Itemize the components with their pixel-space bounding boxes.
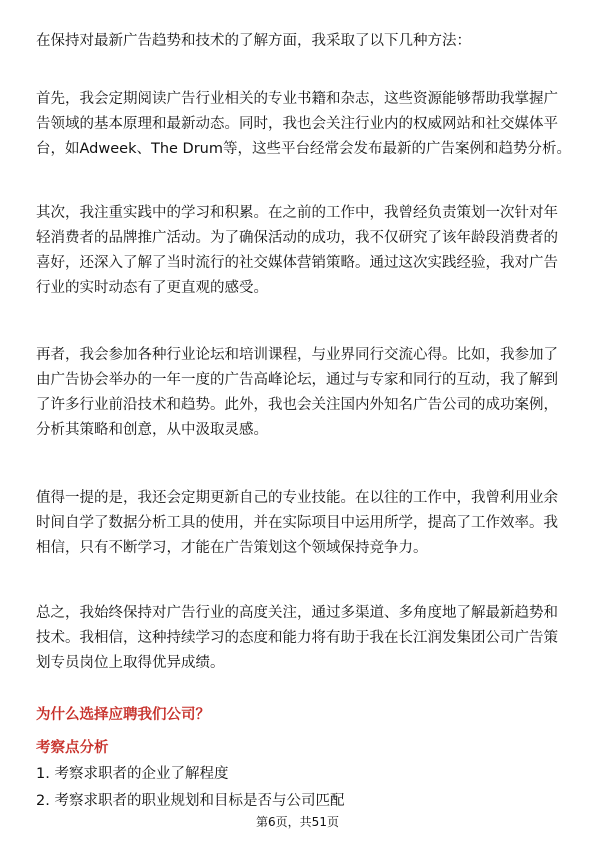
paragraph-line: 时间自学了数据分析工具的使用，并在实际项目中运用所学，提高了工作效率。我: [36, 515, 558, 531]
analysis-subheading: 考察点分析: [36, 740, 109, 756]
paragraph-third: [36, 343, 560, 443]
paragraph-line: 技术。我相信，这种持续学习的态度和能力将有助于我在长江润发集团公司广告策: [36, 630, 558, 646]
paragraph-line: 告领域的基本原理和最新动态。同时，我也会关注行业内的权威网站和社交媒体平: [36, 116, 558, 132]
paragraph-line: 其次，我注重实践中的学习和积累。在之前的工作中，我曾经负责策划一次针对年: [36, 205, 558, 221]
paragraph-line: 值得一提的是，我还会定期更新自己的专业技能。在以往的工作中，我曾利用业余: [36, 490, 558, 506]
paragraph-line: 在保持对最新广告趋势和技术的了解方面，我采取了以下几种方法：: [36, 33, 471, 49]
list-item: 2. 考察求职者的职业规划和目标是否与公司匹配: [36, 793, 345, 809]
paragraph-line: 喜好，还深入了解了当时流行的社交媒体营销策略。通过这次实践经验，我对广告: [36, 255, 558, 271]
paragraph-line: 再者，我会参加各种行业论坛和培训课程，与业界同行交流心得。比如，我参加了: [36, 347, 558, 363]
paragraph-line: 行业的实时动态有了更直观的感受。: [36, 280, 268, 296]
paragraph-second: [36, 201, 560, 301]
page-number: 第6页，共51页: [256, 815, 339, 829]
paragraph-line: 总之，我始终保持对广告行业的高度关注，通过多渠道、多角度地了解最新趋势和: [36, 605, 558, 621]
intro-paragraph: [36, 29, 560, 54]
list-item: 1. 考察求职者的企业了解程度: [36, 766, 229, 782]
question-heading: 为什么选择应聘我们公司？: [36, 707, 210, 723]
paragraph-line: 分析其策略和创意，从中汲取灵感。: [36, 422, 268, 438]
paragraph-line: 了许多行业前沿技术和趋势。此外，我也会关注国内外知名广告公司的成功案例，: [36, 397, 558, 413]
paragraph-line: 台，如Adweek、The Drum等，这些平台经常会发布最新的广告案例和趋势分析。: [36, 141, 571, 157]
paragraph-line: 轻消费者的品牌推广活动。为了确保活动的成功，我不仅研究了该年龄段消费者的: [36, 230, 558, 246]
paragraph-line: 划专员岗位上取得优异成绩。: [36, 655, 225, 671]
paragraph-line: 由广告协会举办的一年一度的广告高峰论坛，通过与专家和同行的互动，我了解到: [36, 372, 558, 388]
paragraph-first: [36, 87, 571, 162]
paragraph-line: 首先，我会定期阅读广告行业相关的专业书籍和杂志，这些资源能够帮助我掌握广: [36, 91, 558, 107]
paragraph-line: 相信，只有不断学习，才能在广告策划这个领域保持竞争力。: [36, 540, 428, 556]
paragraph-fourth: [36, 486, 560, 561]
paragraph-conclusion: [36, 601, 560, 676]
